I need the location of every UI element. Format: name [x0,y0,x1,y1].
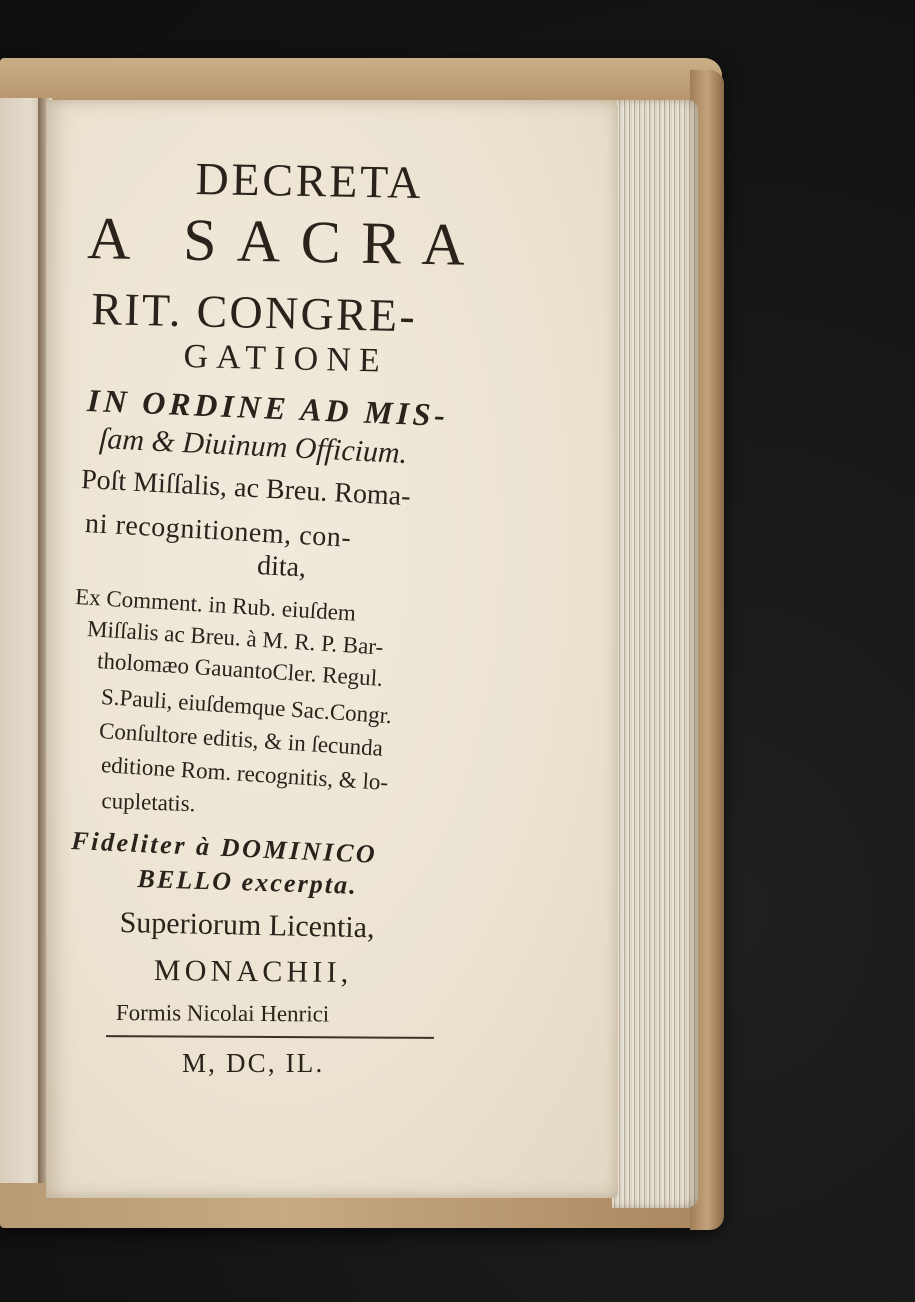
title-line-a-sacra: A SACRA [86,204,486,278]
title-line-recognitionem: ni recognitionem, con- [84,508,353,554]
title-line-date: M, DC, IL. [182,1048,325,1078]
body-line-s-pauli: S.Pauli, eiuſdemque Sac.Congr. [100,684,393,729]
title-line-superiorum-licentia: Superiorum Licentia, [119,906,375,945]
title-line-monachii: MONACHII, [153,954,353,990]
title-line-post-missalis: Poſt Miſſalis, ac Breu. Roma- [80,464,412,513]
imprint-rule [106,1035,434,1039]
body-line-consultore: Conſultore editis, & in ſecunda [98,718,384,761]
page-block-edges [612,100,698,1208]
body-line-cupletatis: cupletatis. [101,788,196,817]
title-line-gatione: GATIONE [183,338,389,380]
title-line-decreta: DECRETA [195,152,424,208]
title-line-fideliter: Fideliter à DOMINICO [70,826,378,869]
title-line-in-ordine: IN ORDINE AD MIS- [86,382,450,434]
body-line-ex-comment: Ex Comment. in Rub. eiuſdem [74,584,357,626]
title-line-rit-congre: RIT. CONGRE- [90,282,418,342]
body-line-missalis-ac-breu: Miſſalis ac Breu. à M. R. P. Bar- [86,616,385,660]
title-line-diuinum-officium: ſam & Diuinum Officium. [98,422,408,471]
body-line-editione-rom: editione Rom. recognitis, & lo- [100,752,389,796]
title-line-bello-excerpta: BELLO excerpta. [137,864,359,900]
body-line-bartholomaeo: tholomæo GauantoCler. Regul. [96,648,384,691]
book-cover-top-edge [0,58,722,100]
imprint-line-formis: Formis Nicolai Henrici [115,1000,330,1027]
title-page [46,100,618,1198]
title-line-dita: dita, [256,550,307,584]
